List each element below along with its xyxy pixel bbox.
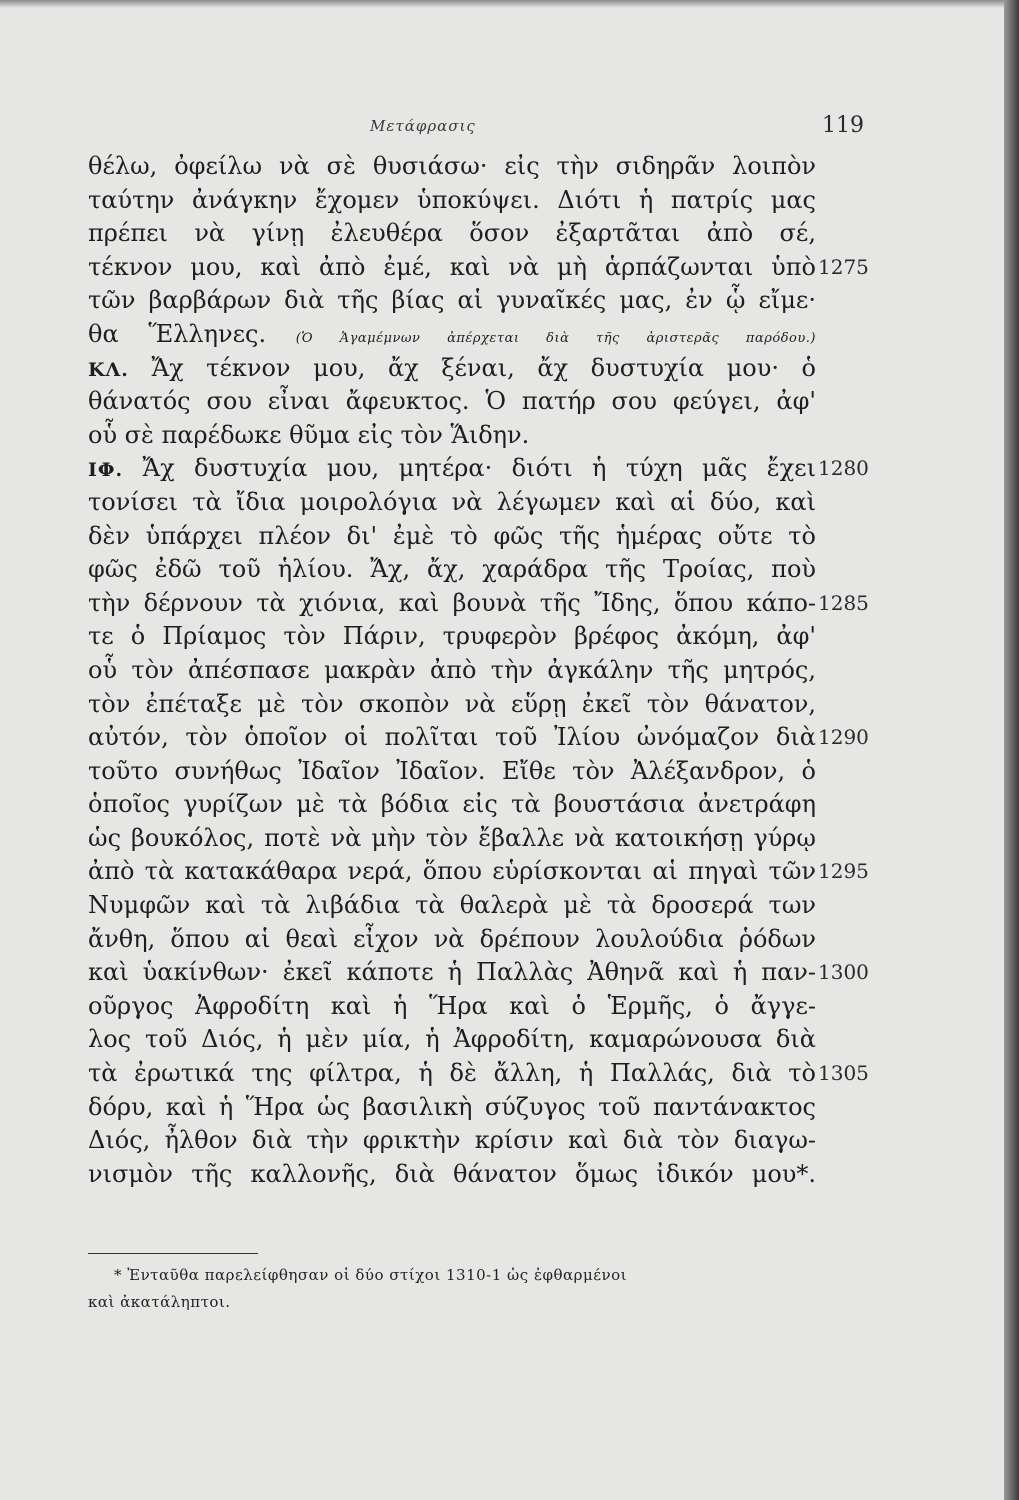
running-head bbox=[0, 113, 1004, 143]
text-line bbox=[88, 1158, 883, 1192]
text-line bbox=[88, 788, 883, 822]
line-body: ὡς βουκόλος, ποτὲ νὰ μὴν τὸν ἔβαλλε νὰ κατοικήσῃ γύρῳ bbox=[88, 823, 816, 852]
verse-line-number: 1280 bbox=[818, 456, 869, 481]
text-line bbox=[88, 1023, 883, 1057]
line-body: τε ὁ Πρίαμος τὸν Πάριν, τρυφερὸν βρέφος ἀκόμη, ἀφ' bbox=[88, 622, 816, 651]
line-body: ἀπὸ τὰ κατακάθαρα νερά, ὅπου εὑρίσκονται αἱ πηγαὶ τῶν bbox=[88, 857, 816, 886]
line-text bbox=[88, 788, 816, 822]
line-body: Ἄχ δυστυχία μου, μητέρα· διότι ἡ τύχη μᾶς ἔχει bbox=[142, 454, 816, 483]
line-body: Διός, ἦλθον διὰ τὴν φρικτὴν κρίσιν καὶ διὰ τὸν διαγω- bbox=[88, 1126, 816, 1155]
text-line bbox=[88, 1091, 883, 1125]
line-body: ταύτην ἀνάγκην ἔχομεν ὑποκύψει. Διότι ἡ πατρίς μας bbox=[88, 185, 816, 214]
line-text bbox=[88, 721, 816, 755]
line-text bbox=[88, 452, 816, 488]
footnote bbox=[88, 1262, 816, 1316]
text-line bbox=[88, 452, 883, 486]
line-body: τονίσει τὰ ἴδια μοιρολόγια νὰ λέγωμεν καὶ αἱ δύο, καὶ bbox=[88, 487, 816, 516]
line-text bbox=[88, 855, 816, 889]
text-line bbox=[88, 855, 883, 889]
line-text bbox=[88, 184, 816, 218]
text-line bbox=[88, 889, 883, 923]
text-line bbox=[88, 486, 883, 520]
line-text bbox=[88, 1124, 816, 1158]
line-body: πρέπει νὰ γίνῃ ἐλευθέρα ὅσον ἐξαρτᾶται ἀπὸ σέ, bbox=[88, 219, 816, 248]
line-body: τὸν ἐπέταξε μὲ τὸν σκοπὸν νὰ εὕρῃ ἐκεῖ τὸν θάνατον, bbox=[88, 689, 816, 718]
text-line bbox=[88, 352, 883, 386]
text-line bbox=[88, 956, 883, 990]
line-body: ἄνθη, ὅπου αἱ θεαὶ εἶχον νὰ δρέπουν λουλούδια ῥόδων bbox=[88, 924, 816, 953]
running-title: Μετάφρασις bbox=[370, 117, 476, 135]
line-body: οῦργος Ἀφροδίτη καὶ ἡ Ἥρα καὶ ὁ Ἑρμῆς, ὁ ἄγγε- bbox=[88, 991, 816, 1020]
text-line bbox=[88, 755, 883, 789]
text-line bbox=[88, 284, 883, 318]
speaker-label: ΚΛ. bbox=[88, 358, 129, 381]
line-body: θα Ἕλληνες. bbox=[88, 319, 267, 348]
line-text bbox=[88, 486, 816, 520]
line-text bbox=[88, 150, 816, 184]
line-body: τὰ ἐρωτικά της φίλτρα, ἡ δὲ ἄλλη, ἡ Παλλάς, διὰ τὸ bbox=[88, 1059, 816, 1088]
line-text bbox=[88, 620, 816, 654]
text-line bbox=[88, 520, 883, 554]
line-text bbox=[88, 318, 816, 356]
line-body: δόρυ, καὶ ἡ Ἥρα ὡς βασιλικὴ σύζυγος τοῦ παντάνακτος bbox=[88, 1092, 816, 1121]
verse-line-number: 1290 bbox=[818, 725, 869, 750]
text-line bbox=[88, 721, 883, 755]
text-line bbox=[88, 587, 883, 621]
line-text bbox=[88, 822, 816, 856]
text-line bbox=[88, 654, 883, 688]
line-text bbox=[88, 889, 816, 923]
line-text bbox=[88, 1057, 816, 1091]
footnote-line-2: καὶ ἀκατάληπτοι. bbox=[88, 1293, 231, 1311]
line-body: καὶ ὑακίνθων· ἐκεῖ κάποτε ἡ Παλλὰς Ἀθηνᾶ καὶ ἡ παν- bbox=[88, 958, 816, 987]
line-text bbox=[88, 553, 816, 587]
text-line bbox=[88, 990, 883, 1024]
line-text bbox=[88, 755, 816, 789]
line-text bbox=[88, 1091, 816, 1125]
text-line bbox=[88, 1057, 883, 1091]
line-text bbox=[88, 654, 816, 688]
verse-line-number: 1305 bbox=[818, 1061, 869, 1086]
text-line bbox=[88, 553, 883, 587]
line-body: Νυμφῶν καὶ τὰ λιβάδια τὰ θαλερὰ μὲ τὰ δροσερά των bbox=[88, 891, 816, 920]
line-body: τὴν δέρνουν τὰ χιόνια, καὶ βουνὰ τῆς Ἴδης, ὅπου κάπο- bbox=[88, 588, 816, 617]
text-line bbox=[88, 318, 883, 352]
text-line bbox=[88, 822, 883, 856]
line-text bbox=[88, 1023, 816, 1057]
line-body: αὐτόν, τὸν ὁποῖον οἱ πολῖται τοῦ Ἰλίου ὠνόμαζον διὰ bbox=[88, 723, 816, 752]
line-text bbox=[88, 990, 816, 1024]
line-body: ὁποῖος γυρίζων μὲ τὰ βόδια εἰς τὰ βουστάσια ἀνετράφη bbox=[88, 790, 816, 819]
line-text bbox=[88, 520, 816, 554]
text-line bbox=[88, 620, 883, 654]
line-body: οὗ σὲ παρέδωκε θῦμα εἰς τὸν Ἅιδην. bbox=[88, 420, 530, 449]
line-text bbox=[88, 956, 816, 990]
line-text bbox=[88, 688, 816, 722]
line-text bbox=[88, 217, 816, 251]
line-body: θάνατός σου εἶναι ἄφευκτος. Ὁ πατήρ σου φεύγει, ἀφ' bbox=[88, 387, 816, 416]
verse-line-number: 1295 bbox=[818, 859, 869, 884]
page-edge-shadow bbox=[1004, 0, 1019, 1500]
line-text bbox=[88, 419, 816, 453]
line-text bbox=[88, 385, 816, 419]
text-line bbox=[88, 217, 883, 251]
stage-direction: (Ὁ Ἀγαμέμνων ἀπέρχεται διὰ τῆς ἀριστερᾶς παρόδου.) bbox=[295, 330, 816, 346]
line-body: θέλω, ὀφείλω νὰ σὲ θυσιάσω· εἰς τὴν σιδηρᾶν λοιπὸν bbox=[88, 152, 816, 180]
text-line bbox=[88, 688, 883, 722]
verse-line-number: 1285 bbox=[818, 590, 869, 615]
line-text bbox=[88, 251, 816, 285]
line-body: τέκνον μου, καὶ ἀπὸ ἐμέ, καὶ νὰ μὴ ἁρπάζωνται ὑπὸ bbox=[88, 252, 816, 281]
line-body: τῶν βαρβάρων διὰ τῆς βίας αἱ γυναῖκές μας, ἐν ᾧ εἴμε· bbox=[88, 286, 816, 315]
line-text bbox=[88, 1158, 816, 1192]
text-line bbox=[88, 251, 883, 285]
line-body: Ἄχ τέκνον μου, ἄχ ξέναι, ἄχ δυστυχία μου· ὁ bbox=[151, 353, 816, 382]
line-text bbox=[88, 284, 816, 318]
verse-line-number: 1300 bbox=[818, 960, 869, 985]
page-top-edge bbox=[0, 0, 1004, 8]
text-line bbox=[88, 923, 883, 957]
line-body: νισμὸν τῆς καλλονῆς, διὰ θάνατον ὅμως ἰδικόν μου*. bbox=[88, 1159, 816, 1188]
text-line bbox=[88, 184, 883, 218]
main-text bbox=[88, 150, 883, 1191]
line-body: δὲν ὑπάρχει πλέον δι' ἐμὲ τὸ φῶς τῆς ἡμέρας οὔτε τὸ bbox=[88, 521, 816, 550]
line-body: τοῦτο συνήθως Ἰδαῖον Ἰδαῖον. Εἴθε τὸν Ἀλέξανδρον, ὁ bbox=[88, 756, 816, 785]
verse-line-number: 1275 bbox=[818, 254, 869, 279]
line-text bbox=[88, 352, 816, 388]
page-number: 119 bbox=[822, 113, 864, 138]
line-text bbox=[88, 923, 816, 957]
text-line bbox=[88, 150, 883, 184]
text-line bbox=[88, 385, 883, 419]
footnote-rule bbox=[88, 1253, 258, 1254]
text-line bbox=[88, 1124, 883, 1158]
line-text bbox=[88, 587, 816, 621]
text-line bbox=[88, 419, 883, 453]
line-body: φῶς ἐδῶ τοῦ ἡλίου. Ἄχ, ἄχ, χαράδρα τῆς Τροίας, ποὺ bbox=[88, 555, 816, 584]
footnote-line-1: * Ἐνταῦθα παρελείφθησαν οἱ δύο στίχοι 1310-1 ὡς ἐφθαρμένοι bbox=[114, 1266, 628, 1284]
line-body: οὗ τὸν ἀπέσπασε μακρὰν ἀπὸ τὴν ἀγκάλην τῆς μητρός, bbox=[88, 655, 816, 684]
line-body: λος τοῦ Διός, ἡ μὲν μία, ἡ Ἀφροδίτη, καμαρώνουσα διὰ bbox=[88, 1025, 816, 1054]
speaker-label: ΙΦ. bbox=[88, 459, 124, 482]
